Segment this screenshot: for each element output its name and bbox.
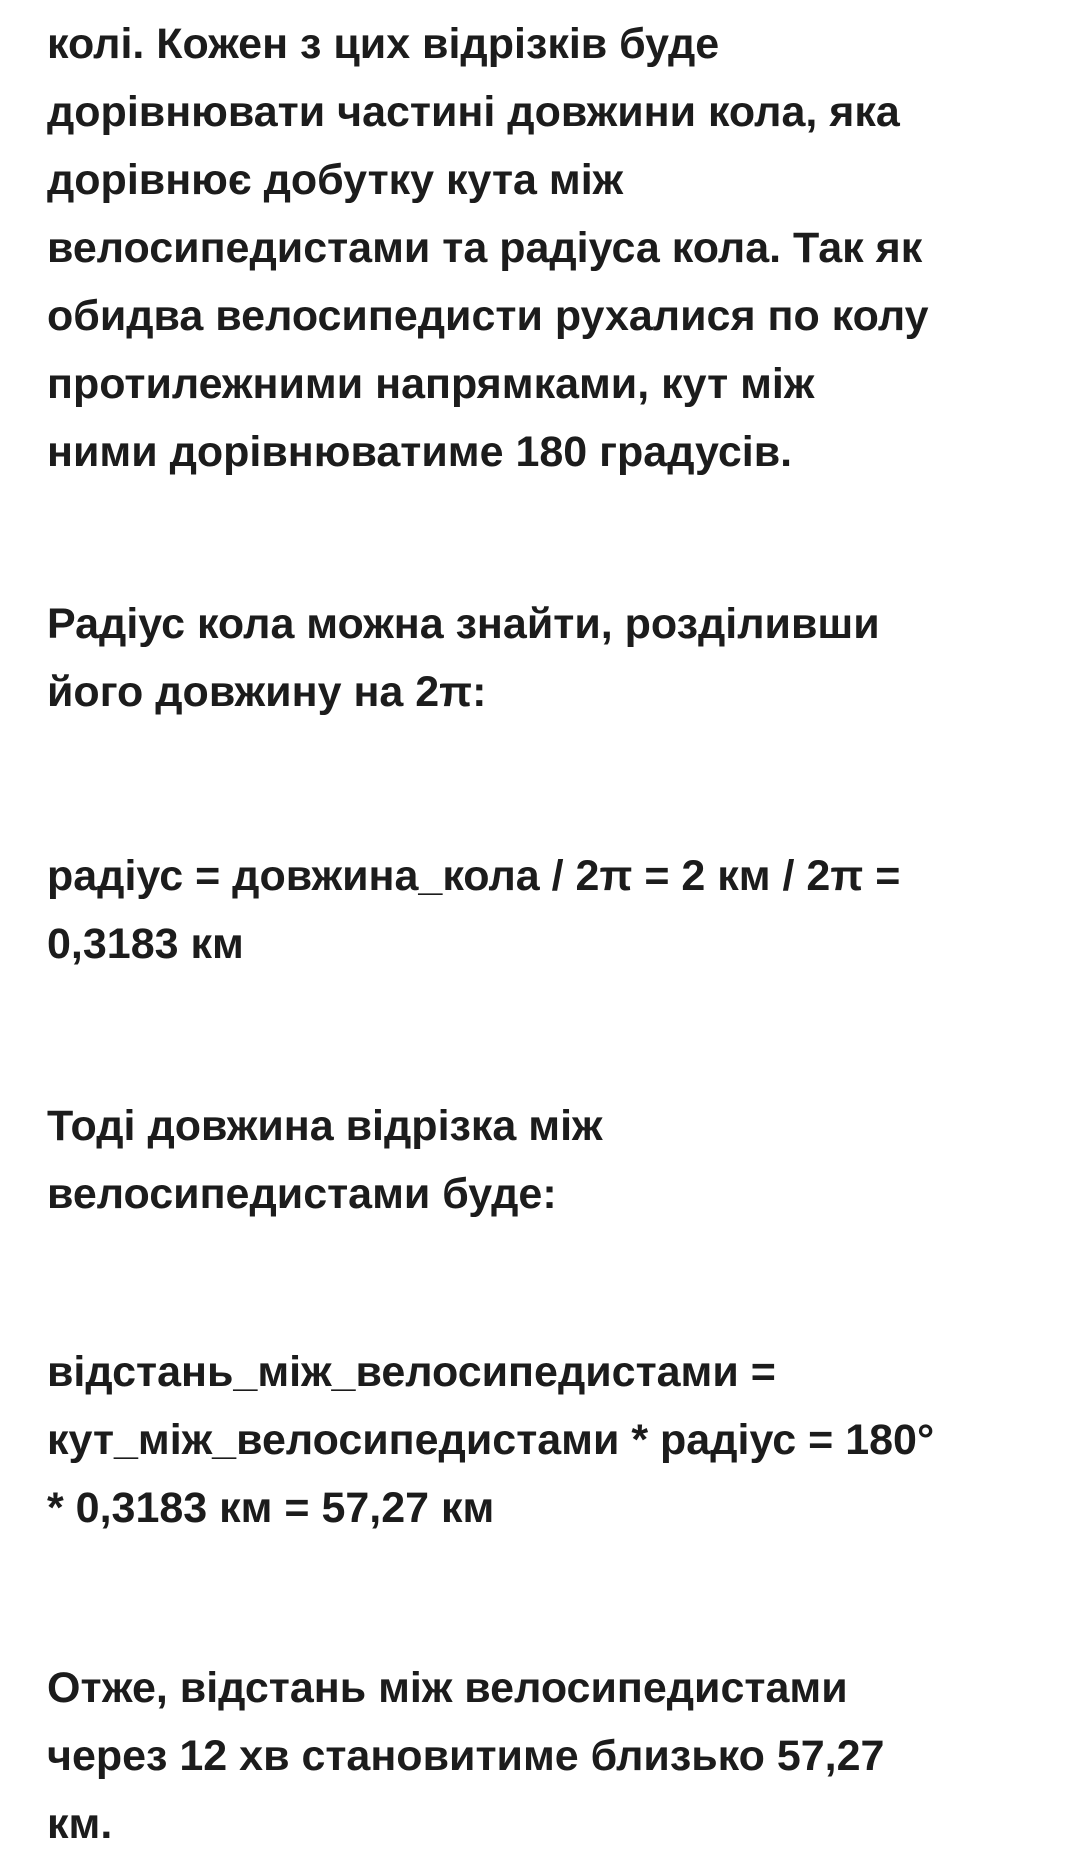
text-line: колі. Кожен з цих відрізків буде: [47, 20, 720, 68]
paragraph-segment-intro: [47, 1092, 1057, 1228]
text-line: велосипедистами буде:: [47, 1170, 557, 1218]
formula-line: 0,3183 км: [47, 920, 244, 968]
paragraph-radius-intro: [47, 590, 1057, 726]
paragraph-conclusion: [47, 1654, 1057, 1858]
paragraph-radius-formula: [47, 842, 1057, 978]
formula-line: радіус = довжина_кола / 2π = 2 км / 2π =: [47, 852, 901, 900]
text-line: велосипедистами та радіуса кола. Так як: [47, 224, 923, 272]
formula-line: * 0,3183 км = 57,27 км: [47, 1484, 495, 1532]
formula-line: кут_між_велосипедистами * радіус = 180°: [47, 1416, 935, 1464]
formula-line: відстань_між_велосипедистами =: [47, 1348, 776, 1396]
cut-off-line: [47, 0, 417, 10]
text-line: Тоді довжина відрізка між: [47, 1102, 603, 1150]
text-line: протилежними напрямками, кут між: [47, 360, 815, 408]
text-line: через 12 хв становитиме близько 57,27: [47, 1732, 885, 1780]
text-line: дорівнювати частині довжини кола, яка: [47, 88, 900, 136]
text-line: Отже, відстань між велосипедистами: [47, 1664, 848, 1712]
text-line: дорівнює добутку кута між: [47, 156, 624, 204]
paragraph-distance-formula: [47, 1338, 1057, 1542]
text-line: обидва велосипедисти рухалися по колу: [47, 292, 929, 340]
paragraph-explanation: [47, 10, 1057, 486]
text-line: ними дорівнюватиме 180 градусів.: [47, 428, 793, 476]
text-line: його довжину на 2π:: [47, 668, 487, 716]
text-line: Радіус кола можна знайти, розділивши: [47, 600, 880, 648]
text-line: км.: [47, 1800, 113, 1848]
